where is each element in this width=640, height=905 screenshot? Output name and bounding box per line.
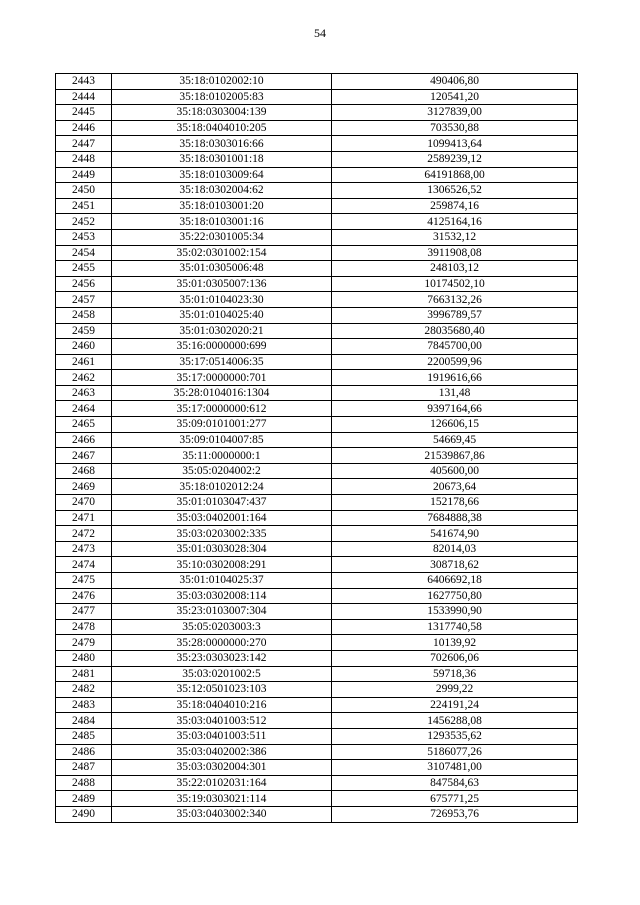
cadastral-number-cell: 35:28:0000000:270 — [112, 635, 332, 651]
value-cell: 20673,64 — [332, 479, 578, 495]
row-number-cell: 2444 — [56, 89, 112, 105]
value-cell: 1456288,08 — [332, 713, 578, 729]
row-number-cell: 2462 — [56, 370, 112, 386]
row-number-cell: 2480 — [56, 650, 112, 666]
row-number-cell: 2473 — [56, 541, 112, 557]
row-number-cell: 2446 — [56, 120, 112, 136]
row-number-cell: 2459 — [56, 323, 112, 339]
table-row — [56, 261, 578, 277]
cadastral-number-cell: 35:03:0401003:512 — [112, 713, 332, 729]
value-cell: 28035680,40 — [332, 323, 578, 339]
row-number-cell: 2468 — [56, 463, 112, 479]
table-row — [56, 136, 578, 152]
table-row — [56, 495, 578, 511]
table-row — [56, 760, 578, 776]
table-row — [56, 339, 578, 355]
cadastral-number-cell: 35:01:0303028:304 — [112, 541, 332, 557]
table-row — [56, 198, 578, 214]
cadastral-number-cell: 35:18:0404010:205 — [112, 120, 332, 136]
table-row — [56, 151, 578, 167]
value-cell: 54669,45 — [332, 432, 578, 448]
table-row — [56, 775, 578, 791]
table-row — [56, 105, 578, 121]
cadastral-number-cell: 35:17:0000000:612 — [112, 401, 332, 417]
row-number-cell: 2466 — [56, 432, 112, 448]
cadastral-number-cell: 35:01:0104025:40 — [112, 307, 332, 323]
row-number-cell: 2449 — [56, 167, 112, 183]
table-row — [56, 526, 578, 542]
row-number-cell: 2443 — [56, 74, 112, 90]
cadastral-value-table — [55, 73, 578, 823]
value-cell: 405600,00 — [332, 463, 578, 479]
table-row — [56, 167, 578, 183]
cadastral-number-cell: 35:02:0301002:154 — [112, 245, 332, 261]
cadastral-number-cell: 35:03:0403002:340 — [112, 806, 332, 822]
table-body — [56, 74, 578, 823]
row-number-cell: 2471 — [56, 510, 112, 526]
cadastral-number-cell: 35:03:0401003:511 — [112, 728, 332, 744]
row-number-cell: 2455 — [56, 261, 112, 277]
cadastral-number-cell: 35:03:0402001:164 — [112, 510, 332, 526]
row-number-cell: 2465 — [56, 417, 112, 433]
value-cell: 1099413,64 — [332, 136, 578, 152]
value-cell: 675771,25 — [332, 791, 578, 807]
row-number-cell: 2453 — [56, 229, 112, 245]
row-number-cell: 2448 — [56, 151, 112, 167]
value-cell: 1533990,90 — [332, 604, 578, 620]
value-cell: 248103,12 — [332, 261, 578, 277]
row-number-cell: 2452 — [56, 214, 112, 230]
cadastral-number-cell: 35:03:0302008:114 — [112, 588, 332, 604]
cadastral-number-cell: 35:18:0303016:66 — [112, 136, 332, 152]
value-cell: 59718,36 — [332, 666, 578, 682]
page-number: 54 — [314, 26, 326, 40]
table-row — [56, 806, 578, 822]
table-row — [56, 635, 578, 651]
row-number-cell: 2461 — [56, 354, 112, 370]
table-row — [56, 682, 578, 698]
value-cell: 3107481,00 — [332, 760, 578, 776]
value-cell: 131,48 — [332, 385, 578, 401]
value-cell: 64191868,00 — [332, 167, 578, 183]
table-row — [56, 666, 578, 682]
cadastral-number-cell: 35:11:0000000:1 — [112, 448, 332, 464]
cadastral-number-cell: 35:05:0203003:3 — [112, 619, 332, 635]
cadastral-number-cell: 35:18:0302004:62 — [112, 183, 332, 199]
cadastral-number-cell: 35:09:0101001:277 — [112, 417, 332, 433]
value-cell: 308718,62 — [332, 557, 578, 573]
cadastral-number-cell: 35:12:0501023:103 — [112, 682, 332, 698]
cadastral-number-cell: 35:05:0204002:2 — [112, 463, 332, 479]
table-row — [56, 448, 578, 464]
table-row — [56, 245, 578, 261]
row-number-cell: 2486 — [56, 744, 112, 760]
cadastral-number-cell: 35:28:0104016:1304 — [112, 385, 332, 401]
table-row — [56, 744, 578, 760]
table-row — [56, 183, 578, 199]
row-number-cell: 2470 — [56, 495, 112, 511]
cadastral-number-cell: 35:18:0103001:20 — [112, 198, 332, 214]
row-number-cell: 2463 — [56, 385, 112, 401]
value-cell: 490406,80 — [332, 74, 578, 90]
value-cell: 7684888,38 — [332, 510, 578, 526]
row-number-cell: 2489 — [56, 791, 112, 807]
row-number-cell: 2458 — [56, 307, 112, 323]
cadastral-number-cell: 35:19:0303021:114 — [112, 791, 332, 807]
cadastral-number-cell: 35:23:0103007:304 — [112, 604, 332, 620]
value-cell: 1306526,52 — [332, 183, 578, 199]
table-row — [56, 604, 578, 620]
row-number-cell: 2476 — [56, 588, 112, 604]
row-number-cell: 2482 — [56, 682, 112, 698]
value-cell: 31532,12 — [332, 229, 578, 245]
value-cell: 3127839,00 — [332, 105, 578, 121]
table-row — [56, 697, 578, 713]
table-row — [56, 370, 578, 386]
value-cell: 2999,22 — [332, 682, 578, 698]
value-cell: 726953,76 — [332, 806, 578, 822]
cadastral-number-cell: 35:01:0103047:437 — [112, 495, 332, 511]
table-row — [56, 120, 578, 136]
table-row — [56, 323, 578, 339]
row-number-cell: 2460 — [56, 339, 112, 355]
value-cell: 152178,66 — [332, 495, 578, 511]
value-cell: 5186077,26 — [332, 744, 578, 760]
value-cell: 847584,63 — [332, 775, 578, 791]
row-number-cell: 2451 — [56, 198, 112, 214]
value-cell: 541674,90 — [332, 526, 578, 542]
cadastral-number-cell: 35:23:0303023:142 — [112, 650, 332, 666]
row-number-cell: 2481 — [56, 666, 112, 682]
table-row — [56, 510, 578, 526]
table-row — [56, 650, 578, 666]
value-cell: 21539867,86 — [332, 448, 578, 464]
row-number-cell: 2477 — [56, 604, 112, 620]
row-number-cell: 2484 — [56, 713, 112, 729]
row-number-cell: 2456 — [56, 276, 112, 292]
table-row — [56, 292, 578, 308]
row-number-cell: 2454 — [56, 245, 112, 261]
value-cell: 120541,20 — [332, 89, 578, 105]
table-row — [56, 214, 578, 230]
cadastral-number-cell: 35:09:0104007:85 — [112, 432, 332, 448]
table-row — [56, 74, 578, 90]
value-cell: 4125164,16 — [332, 214, 578, 230]
value-cell: 2589239,12 — [332, 151, 578, 167]
cadastral-number-cell: 35:17:0000000:701 — [112, 370, 332, 386]
value-cell: 1919616,66 — [332, 370, 578, 386]
value-cell: 6406692,18 — [332, 573, 578, 589]
value-cell: 9397164,66 — [332, 401, 578, 417]
cadastral-number-cell: 35:22:0102031:164 — [112, 775, 332, 791]
table-row — [56, 463, 578, 479]
table-row — [56, 713, 578, 729]
table-row — [56, 354, 578, 370]
table-row — [56, 541, 578, 557]
row-number-cell: 2457 — [56, 292, 112, 308]
value-cell: 82014,03 — [332, 541, 578, 557]
row-number-cell: 2450 — [56, 183, 112, 199]
cadastral-number-cell: 35:18:0303004:139 — [112, 105, 332, 121]
row-number-cell: 2490 — [56, 806, 112, 822]
table-row — [56, 557, 578, 573]
row-number-cell: 2485 — [56, 728, 112, 744]
table-row — [56, 619, 578, 635]
cadastral-number-cell: 35:18:0404010:216 — [112, 697, 332, 713]
value-cell: 7845700,00 — [332, 339, 578, 355]
row-number-cell: 2483 — [56, 697, 112, 713]
cadastral-number-cell: 35:01:0305007:136 — [112, 276, 332, 292]
value-cell: 3911908,08 — [332, 245, 578, 261]
value-cell: 1293535,62 — [332, 728, 578, 744]
value-cell: 702606,06 — [332, 650, 578, 666]
cadastral-number-cell: 35:03:0402002:386 — [112, 744, 332, 760]
cadastral-number-cell: 35:01:0302020:21 — [112, 323, 332, 339]
value-cell: 10174502,10 — [332, 276, 578, 292]
table-row — [56, 791, 578, 807]
value-cell: 1627750,80 — [332, 588, 578, 604]
value-cell: 10139,92 — [332, 635, 578, 651]
table-row — [56, 417, 578, 433]
cadastral-number-cell: 35:03:0201002:5 — [112, 666, 332, 682]
value-cell: 126606,15 — [332, 417, 578, 433]
cadastral-number-cell: 35:16:0000000:699 — [112, 339, 332, 355]
row-number-cell: 2487 — [56, 760, 112, 776]
table-row — [56, 588, 578, 604]
row-number-cell: 2464 — [56, 401, 112, 417]
table-row — [56, 276, 578, 292]
cadastral-number-cell: 35:18:0103001:16 — [112, 214, 332, 230]
row-number-cell: 2478 — [56, 619, 112, 635]
row-number-cell: 2469 — [56, 479, 112, 495]
cadastral-number-cell: 35:01:0104025:37 — [112, 573, 332, 589]
value-cell: 7663132,26 — [332, 292, 578, 308]
cadastral-number-cell: 35:03:0203002:335 — [112, 526, 332, 542]
row-number-cell: 2474 — [56, 557, 112, 573]
value-cell: 1317740,58 — [332, 619, 578, 635]
cadastral-number-cell: 35:10:0302008:291 — [112, 557, 332, 573]
row-number-cell: 2467 — [56, 448, 112, 464]
value-cell: 224191,24 — [332, 697, 578, 713]
cadastral-number-cell: 35:01:0104023:30 — [112, 292, 332, 308]
row-number-cell: 2472 — [56, 526, 112, 542]
cadastral-number-cell: 35:18:0103009:64 — [112, 167, 332, 183]
cadastral-number-cell: 35:18:0301001:18 — [112, 151, 332, 167]
table-row — [56, 401, 578, 417]
cadastral-number-cell: 35:18:0102012:24 — [112, 479, 332, 495]
cadastral-number-cell: 35:03:0302004:301 — [112, 760, 332, 776]
cadastral-number-cell: 35:01:0305006:48 — [112, 261, 332, 277]
value-cell: 2200599,96 — [332, 354, 578, 370]
row-number-cell: 2475 — [56, 573, 112, 589]
table-row — [56, 573, 578, 589]
row-number-cell: 2488 — [56, 775, 112, 791]
table-row — [56, 385, 578, 401]
table-row — [56, 479, 578, 495]
table-row — [56, 728, 578, 744]
table-row — [56, 307, 578, 323]
value-cell: 3996789,57 — [332, 307, 578, 323]
value-cell: 259874,16 — [332, 198, 578, 214]
cadastral-number-cell: 35:17:0514006:35 — [112, 354, 332, 370]
table-row — [56, 432, 578, 448]
table-row — [56, 89, 578, 105]
row-number-cell: 2479 — [56, 635, 112, 651]
row-number-cell: 2445 — [56, 105, 112, 121]
row-number-cell: 2447 — [56, 136, 112, 152]
cadastral-number-cell: 35:18:0102005:83 — [112, 89, 332, 105]
cadastral-number-cell: 35:18:0102002:10 — [112, 74, 332, 90]
table-row — [56, 229, 578, 245]
cadastral-number-cell: 35:22:0301005:34 — [112, 229, 332, 245]
value-cell: 703530,88 — [332, 120, 578, 136]
